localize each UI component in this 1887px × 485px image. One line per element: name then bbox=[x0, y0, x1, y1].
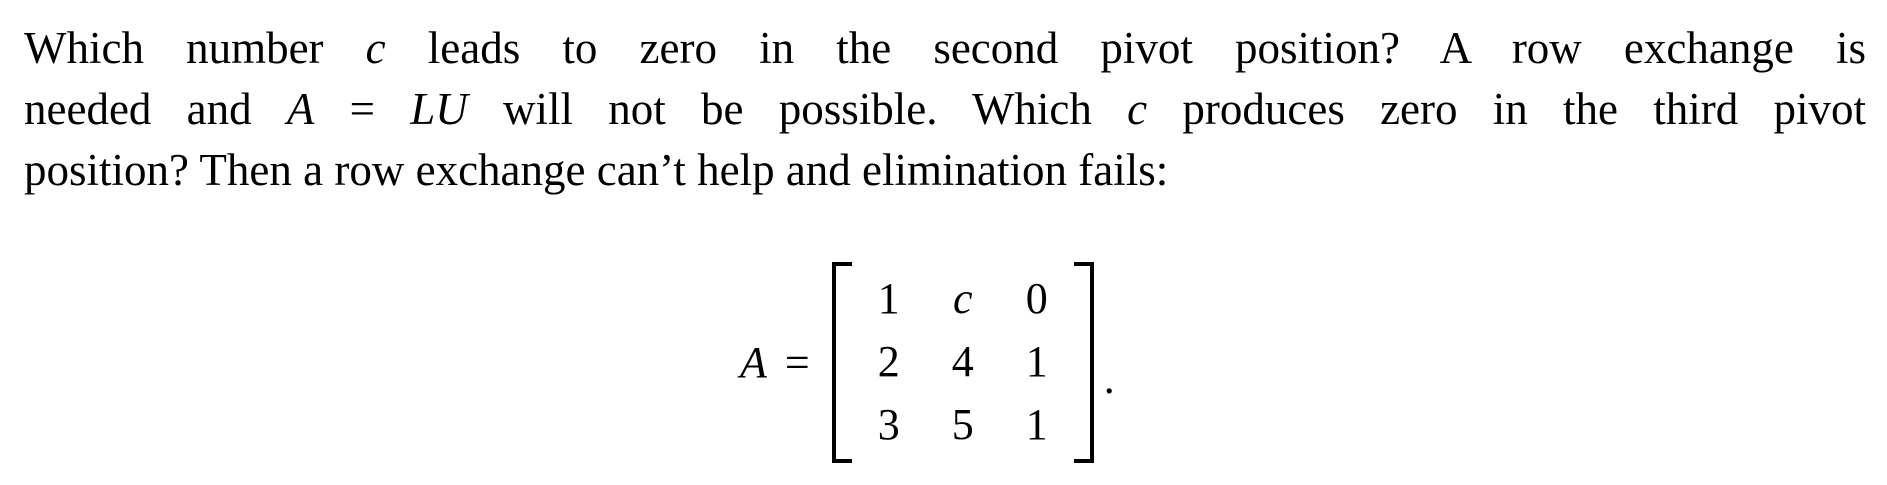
statement-line-3: position? Then a row exchange can’t help and elimination fails: bbox=[24, 145, 1169, 195]
variable-c: c bbox=[365, 23, 386, 73]
equals-sign: = bbox=[784, 337, 810, 387]
text-fragment: leads to zero in the second pivot position? A row exchange is bbox=[385, 23, 1866, 73]
matrix-cell-r3c1: 3 bbox=[877, 400, 900, 449]
matrix-equation bbox=[740, 262, 1115, 462]
variable-lu: LU bbox=[410, 84, 468, 134]
variable-a: A bbox=[286, 84, 315, 134]
matrix-cell-r3c2: 5 bbox=[951, 400, 974, 449]
left-bracket bbox=[832, 262, 852, 463]
matrix-cell-r2c2: 4 bbox=[951, 337, 974, 386]
matrix-cell-r1c3: 0 bbox=[1025, 274, 1048, 323]
text-fragment: Which number bbox=[24, 23, 366, 73]
statement-line-1 bbox=[24, 18, 1866, 79]
matrix-name: A bbox=[740, 337, 767, 387]
matrix-cell-r1c2: c bbox=[952, 274, 973, 323]
text-fragment: needed and bbox=[24, 84, 287, 134]
statement-line-2 bbox=[24, 79, 1866, 140]
problem-statement bbox=[24, 18, 1866, 201]
equation-lhs bbox=[740, 337, 810, 388]
text-fragment: will not be possible. Which bbox=[467, 84, 1128, 134]
matrix-cell-r3c3: 1 bbox=[1025, 400, 1048, 449]
variable-c: c bbox=[1127, 84, 1148, 134]
matrix-cell-r1c1: 1 bbox=[877, 274, 900, 323]
matrix-cell-r2c1: 2 bbox=[877, 337, 900, 386]
equals-sign: = bbox=[314, 84, 411, 134]
matrix-cell-r2c3: 1 bbox=[1025, 337, 1048, 386]
right-bracket bbox=[1074, 262, 1094, 463]
text-fragment: produces zero in the third pivot bbox=[1147, 84, 1866, 134]
matrix-a bbox=[832, 262, 1094, 463]
equation-period: . bbox=[1103, 354, 1115, 403]
